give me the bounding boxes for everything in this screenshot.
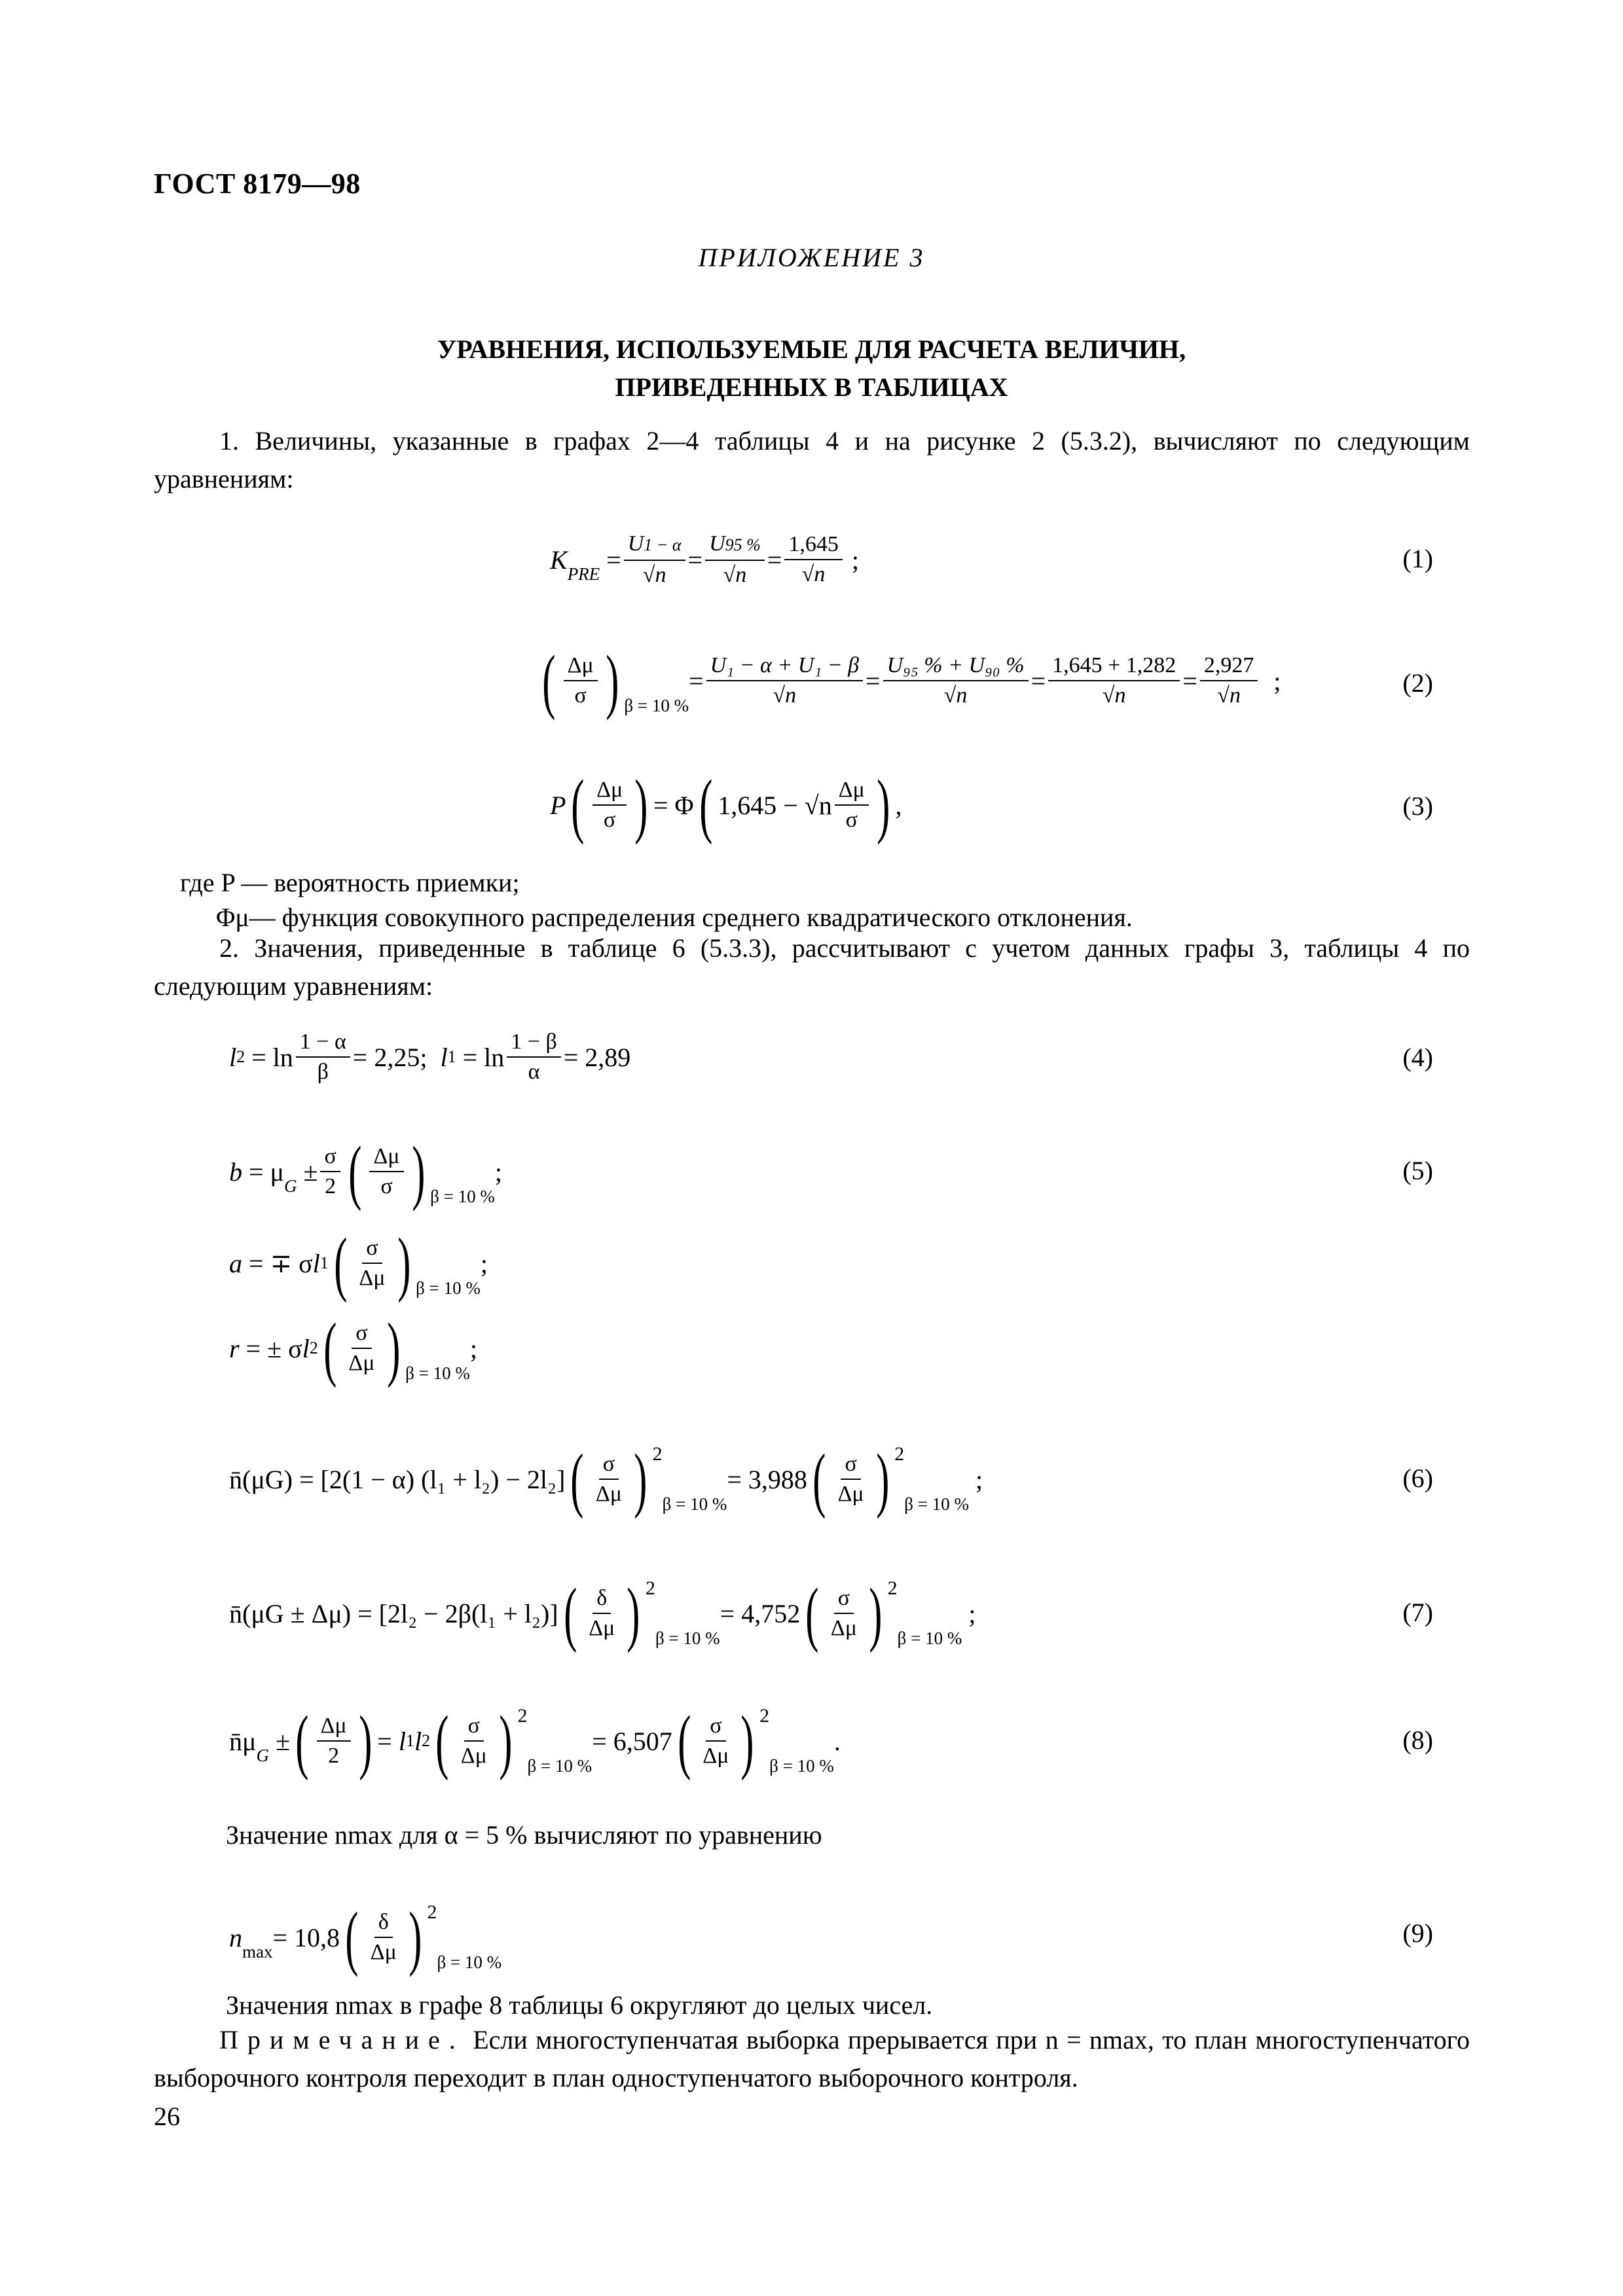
section-title-line-2: ПРИВЕДЕННЫХ В ТАБЛИЦАХ — [615, 372, 1008, 402]
equation-4: l 2 = ln $\frac{1 - \alpha}{\beta}$ = 2,25; l 1 = ln $\frac{1 - \beta}{\alpha}$ = 2,89 — [229, 1030, 631, 1084]
eq1-k-sub: PRE — [567, 564, 600, 584]
equation-6: n̄(μG) = [2(1 − α) (l₁ + l₂) − 2l₂] ( $\frac{\sigma}{\Delta\mu}$ ) 2 β = 10 % = 3,988 ( $\frac{\sigma}{\Delta\mu}$ ) 2 β = 10 % ; — [229, 1439, 983, 1519]
paragraph-2-text: 2. Значения, приведенные в таблице 6 (5.3.3), рассчитывают с учетом данных графы 3, таблицы 4 по следующим уравнениям: — [154, 933, 1470, 1001]
equation-1: K PRE = $\frac{U1 - \alpha}{√n}$ = $\frac{U95 \%}{√n}$ = $\frac{1,645}{√n}$ ; — [550, 531, 859, 587]
eq2-frac-2: $\frac{\text{U₉₅ \% + U₉₀ \%}}{√n}$ — [883, 653, 1029, 709]
section-title — [0, 331, 1623, 406]
paragraph-1 — [154, 422, 1470, 498]
paragraph-2 — [154, 929, 1470, 1005]
note-label: Примечание. — [219, 2025, 465, 2054]
eq2-dmu-sigma: $\frac{\Delta\mu}{\sigma}$ — [564, 653, 598, 709]
equation-8-number: (8) — [1402, 1725, 1433, 1755]
equation-4-number: (4) — [1402, 1043, 1433, 1072]
page-number: 26 — [154, 2102, 180, 2131]
document-header: ГОСТ 8179—98 — [154, 168, 361, 200]
equation-8: n̄μ G ± ( $\frac{\Delta\mu}{2}$ ) = l 1 l 2 ( $\frac{\sigma}{\Delta\mu}$ ) 2 β = 10 % = 6,507 ( $\frac{\sigma}{\Delta\mu}$ ) 2 β = 10 % . — [229, 1701, 841, 1781]
equation-9: n max = 10,8 ( $\frac{\delta}{\Delta\mu}$ ) 2 β = 10 % — [229, 1897, 502, 1977]
appendix-label: ПРИЛОЖЕНИЕ 3 — [698, 243, 925, 272]
equation-9-number: (9) — [1402, 1918, 1433, 1948]
note — [154, 2021, 1470, 2097]
eq1-frac-3: $\frac{1,645}{√n}$ — [784, 531, 843, 588]
section-title-line-1: УРАВНЕНИЯ, ИСПОЛЬЗУЕМЫЕ ДЛЯ РАСЧЕТА ВЕЛИЧИН, — [437, 334, 1186, 364]
equation-3-number: (3) — [1402, 791, 1433, 821]
eq2-frac-4: $\frac{2,927}{√n}$ — [1200, 653, 1258, 709]
where-p-definition: где P — вероятность приемки; — [180, 868, 520, 897]
equation-7: n̄(μG ± Δμ) = [2l₂ − 2β(l₁ + l₂)] ( $\frac{\delta}{\Delta\mu}$ ) 2 β = 10 % = 4,752 ( $\frac{\sigma}{\Delta\mu}$ ) 2 β = 10 % ; — [229, 1573, 976, 1653]
equation-1-number: (1) — [1402, 544, 1433, 573]
equation-2: ( $\frac{\Delta\mu}{\sigma}$ ) β = 10 % = $\frac{\text{U₁ − α + U₁ − β}}{√n}$ = $\frac{\text{U₉₅ \% + U₉₀ \%}}{√n}$ = $\frac{1,645 + 1,282}{√n}$ = $\frac{2,927}{√n}$ ; — [542, 641, 1281, 721]
eq1-k: K — [550, 545, 568, 575]
nmax-rounding: Значения nmax в графе 8 таблицы 6 округляют до целых чисел. — [226, 1990, 933, 2020]
equation-5-r: r = ± σ l 2 ( $\frac{\sigma}{\Delta\mu}$ ) β = 10 % ; — [229, 1308, 477, 1388]
eq1-frac-2: $\frac{U95 \%}{√n}$ — [705, 531, 765, 588]
equation-6-number: (6) — [1402, 1463, 1433, 1493]
equation-5-number: (5) — [1402, 1156, 1433, 1185]
where-phi-definition: Φμ— функция совокупного распределения среднего квадратического отклонения. — [216, 903, 1133, 932]
equation-5-b: b = μ G ± $\frac{\sigma}{2}$ ( $\frac{\Delta\mu}{\sigma}$ ) β = 10 % ; — [229, 1132, 503, 1211]
equation-7-number: (7) — [1402, 1598, 1433, 1627]
eq2-frac-1: $\frac{\text{U₁ − α + U₁ − β}}{√n}$ — [706, 653, 863, 709]
paragraph-1-text: 1. Величины, указанные в графах 2—4 таблицы 4 и на рисунке 2 (5.3.2), вычисляют по следующим уравнениям: — [154, 426, 1470, 493]
nmax-intro: Значение nmax для α = 5 % вычисляют по уравнению — [226, 1820, 822, 1850]
equation-2-number: (2) — [1402, 668, 1433, 698]
eq2-frac-3: $\frac{1,645 + 1,282}{√n}$ — [1048, 653, 1180, 709]
note-text: Если многоступенчатая выборка прерывается при n = nmax, то план многоступенчатого выборочного контроля переходит в план одноступенчатого выборочного контроля. — [154, 2025, 1470, 2092]
eq1-frac-1: $\frac{U1 - \alpha}{√n}$ — [624, 531, 685, 588]
equation-5-a: a = ∓ σ l 1 ( $\frac{\sigma}{\Delta\mu}$ ) β = 10 % ; — [229, 1223, 488, 1303]
equation-3: P ( $\frac{\Delta\mu}{\sigma}$ ) = Φ ( 1,645 − √n $\frac{\Delta\mu}{\sigma}$ ) , — [550, 765, 902, 845]
